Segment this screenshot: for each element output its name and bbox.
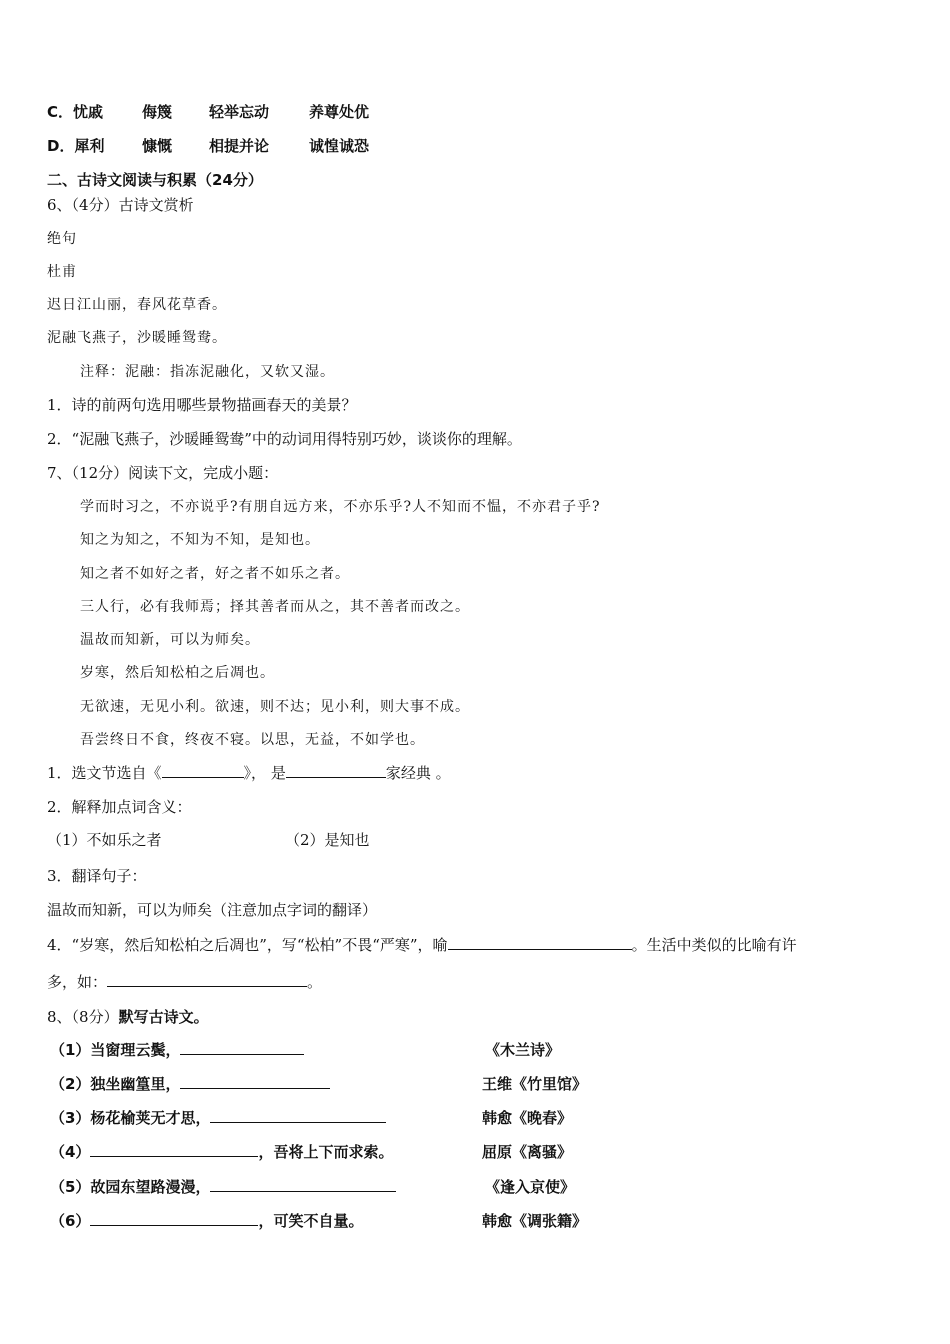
q8-item-3-text: （3）杨花榆荚无才思， [50,1109,211,1127]
q7-sub-2: 2．解释加点词含义： [47,798,192,816]
option-c-item-3: 轻举忘动 [209,103,270,121]
q8-item-5 [50,1177,396,1197]
q8-item-5-blank[interactable] [210,1177,396,1192]
q8-item-6-prefix: （6） [50,1212,91,1230]
q8-item-6 [50,1211,363,1231]
q8-item-5-text: （5）故园东望路漫漫， [50,1178,211,1196]
option-c-item-2: 侮篾 [142,103,173,121]
q8-item-1-text: （1）当窗理云鬓， [50,1041,181,1059]
option-c-label: C． [47,103,74,121]
option-d-item-3: 相提并论 [209,137,270,155]
q7-sub-4-line-2-prefix: 多，如： [47,973,108,991]
q8-item-2-blank[interactable] [180,1074,330,1089]
section-2-heading: 二、古诗文阅读与积累（24分） [47,171,263,189]
q7-sub-4-blank-1[interactable] [448,935,632,950]
q8-item-2-text: （2）独坐幽篁里， [50,1075,181,1093]
q8-item-6-blank[interactable] [90,1211,258,1226]
q8-heading-text: 默写古诗文。 [118,1008,209,1026]
q7-passage-3: 知之者不如好之者，好之者不如乐之者。 [80,566,350,582]
q7-sub-1-blank-2[interactable] [286,763,386,778]
q8-item-2 [50,1074,330,1094]
q7-passage-6: 岁寒，然后知松柏之后凋也。 [80,665,275,681]
q8-item-1 [50,1040,304,1060]
q7-passage-1: 学而时习之，不亦说乎?有朋自远方来，不亦乐乎?人不知而不愠，不亦君子乎? [80,499,601,515]
q7-sub-3-sentence: 温故而知新，可以为师矣（注意加点字词的翻译） [47,901,378,919]
q8-item-3-blank[interactable] [210,1108,386,1123]
q6-poem-line-2: 泥融飞燕子，沙暖睡鸳鸯。 [47,330,227,346]
q8-item-4 [50,1142,393,1162]
q7-passage-4: 三人行，必有我师焉；择其善者而从之，其不善者而改之。 [80,599,470,615]
q7-passage-8: 吾尝终日不食，终夜不寝。以思，无益，不如学也。 [80,732,425,748]
option-d-row [47,136,370,156]
option-c-row [47,102,370,122]
option-d-item-4: 诚惶诚恐 [309,137,370,155]
option-d-label: D． [47,137,75,155]
q8-item-3-source: 韩愈《晚春》 [482,1109,573,1127]
q7-sub-1-suffix: 家经典 。 [385,764,451,782]
q7-heading: 7、（12分）阅读下文，完成小题： [47,464,279,482]
q6-sub-1: 1．诗的前两句选用哪些景物描画春天的美景？ [47,396,357,414]
q6-poem-author: 杜甫 [47,264,77,280]
option-d-item-1: 犀利 [74,137,105,155]
q6-note: 注释：泥融：指冻泥融化，又软又湿。 [80,364,335,380]
q6-poem-line-1: 迟日江山丽，春风花草香。 [47,297,227,313]
q7-sub-1-middle: 》， 是 [243,764,286,782]
q6-heading: 6、（4分）古诗文赏析 [47,196,194,214]
q8-item-4-source: 屈原《离骚》 [482,1143,573,1161]
q7-sub-1-blank-1[interactable] [162,763,244,778]
q8-item-2-source: 王维《竹里馆》 [482,1075,588,1093]
option-c-item-4: 养尊处优 [309,103,370,121]
q8-item-4-prefix: （4） [50,1143,91,1161]
q7-passage-5: 温故而知新，可以为师矣。 [80,632,260,648]
q7-passage-2: 知之为知之，不知为不知，是知也。 [80,532,320,548]
q7-sub-4-line-2 [47,972,322,992]
q7-sub-2-a: （1）不如乐之者 [47,831,162,849]
q7-sub-4 [47,935,797,955]
q7-sub-4-line-2-suffix: 。 [307,973,323,991]
q7-sub-4-prefix: 4．“岁寒，然后知松柏之后凋也”，写“松柏”不畏“严寒”，喻 [47,936,448,954]
q8-item-6-suffix: ，可笑不自量。 [258,1212,364,1230]
q6-sub-2: 2．“泥融飞燕子，沙暖睡鸳鸯”中的动词用得特别巧妙，谈谈你的理解。 [47,430,522,448]
q8-item-1-source: 《木兰诗》 [485,1041,561,1059]
q7-sub-1-prefix: 1．选文节选自《 [47,764,162,782]
q6-poem-title: 绝句 [47,231,77,247]
q7-passage-7: 无欲速，无见小利。欲速，则不达；见小利，则大事不成。 [80,699,470,715]
q8-item-4-suffix: ，吾将上下而求索。 [258,1143,394,1161]
q8-item-5-source: 《逢入京使》 [485,1178,576,1196]
q8-item-1-blank[interactable] [180,1040,304,1055]
q7-sub-4-blank-2[interactable] [107,972,307,987]
q8-item-4-blank[interactable] [90,1142,258,1157]
q8-item-3 [50,1108,386,1128]
q7-sub-4-suffix: 。生活中类似的比喻有许 [631,936,797,954]
q8-item-6-source: 韩愈《调张籍》 [482,1212,588,1230]
option-d-item-2: 慷慨 [142,137,173,155]
q8-heading-number: 8、（8分） [47,1008,119,1026]
q7-sub-2-b: （2）是知也 [285,831,370,849]
q7-sub-1 [47,763,451,783]
q8-heading [47,1007,209,1027]
option-c-item-1: 忧戚 [73,103,104,121]
q7-sub-3: 3．翻译句子： [47,867,147,885]
